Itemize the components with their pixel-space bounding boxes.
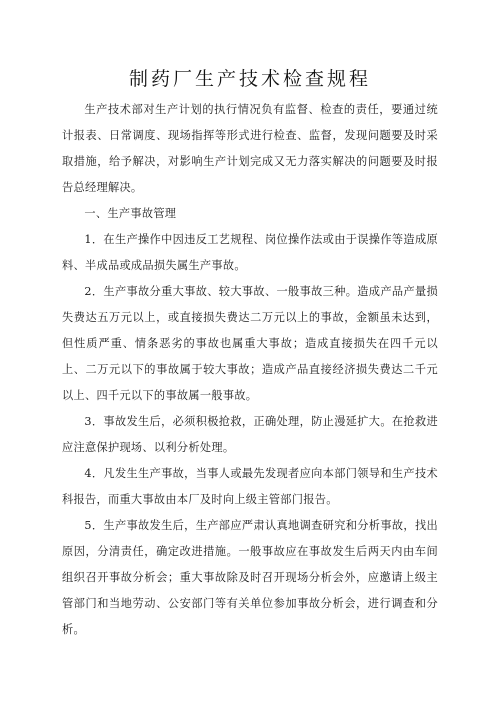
list-item: 1．在生产操作中因违反工艺规程、岗位操作法或由于误操作等造成原料、半成品或成品损失属生产事故。 [62, 233, 438, 272]
list-item: 5．生产事故发生后，生产部应严肃认真地调查研究和分析事故，找出原因，分清责任，确定改进措施。一般事故应在事故发生后两天内由车间组织召开事故分析会；重大事故除及时召开现场分析会外，应邀请上级主管部门和当地劳动、公安部门等有关单位参加事故分析会，进行调查和分析。 [62, 519, 438, 636]
list-item: 4．凡发生生产事故，当事人或最先发现者应向本部门领导和生产技术科报告，而重大事故由本厂及时向上级主管部门报告。 [62, 467, 438, 506]
document-body [62, 97, 438, 643]
intro-paragraph: 生产技术部对生产计划的执行情况负有监督、检查的责任，要通过统计报表、日常调度、现场指挥等形式进行检查、监督，发现问题要及时采取措施，给予解决，对影响生产计划完成又无力落实解决的问题要及时报告总经理解决。 [62, 103, 438, 194]
list-item: 3．事故发生后，必须积极抢救，正确处理，防止漫延扩大。在抢救进应注意保护现场、以利分析处理。 [62, 415, 438, 454]
list-item: 2．生产事故分重大事故、较大事故、一般事故三种。造成产品产量损失费达五万元以上，或直接损失费达二万元以上的事故，金额虽未达到，但性质严重、情条恶劣的事故也属重大事故；造成直接损失在四千元以上、二万元以下的事故属于较大事故；造成产品直接经济损失费达二千元以上、四千元以下的事故属一般事故。 [62, 285, 438, 402]
document-title: 制药厂生产技术检查规程 [128, 68, 371, 90]
section-heading: 一、生产事故管理 [84, 207, 177, 220]
